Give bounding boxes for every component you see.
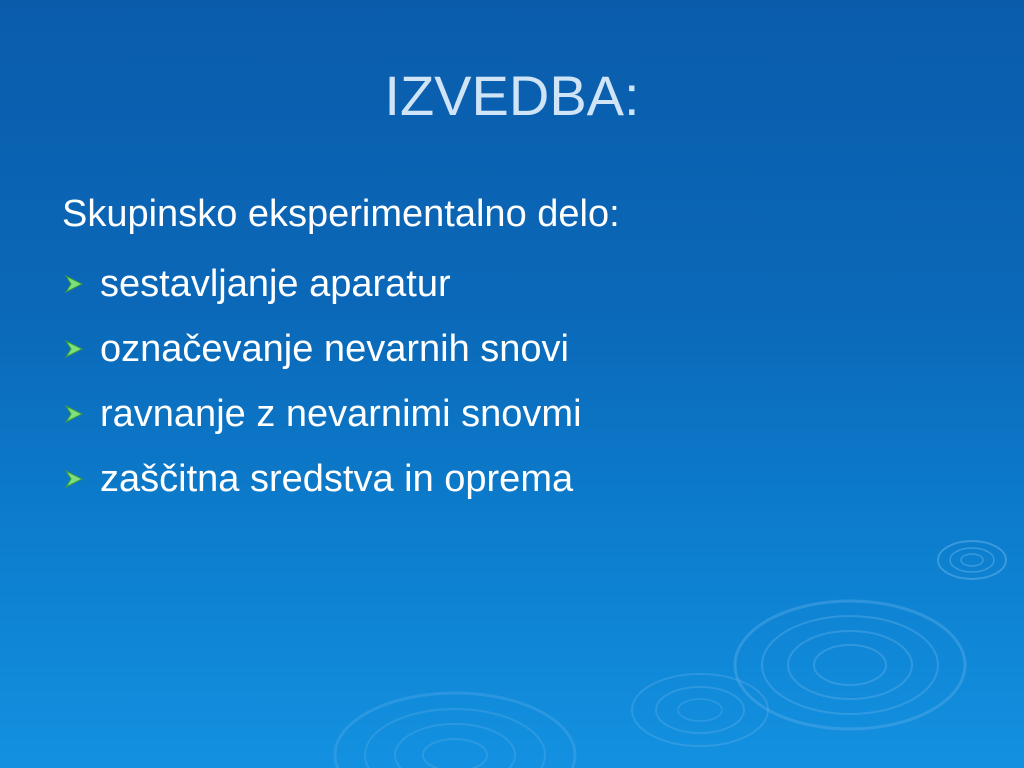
arrowhead-bullet-icon	[62, 272, 92, 296]
arrowhead-bullet-icon	[62, 467, 92, 491]
bullet-item-2	[62, 316, 962, 381]
arrowhead-bullet-icon	[62, 402, 92, 426]
bullet-text: ravnanje z nevarnimi snovmi	[100, 392, 582, 435]
slide-title: IZVEDBA:	[384, 64, 640, 127]
ripple-medium-bottom	[632, 674, 768, 746]
bullet-text: sestavljanje aparatur	[100, 262, 451, 305]
ripple-large-right	[735, 601, 965, 729]
bullet-text: zaščitna sredstva in oprema	[100, 457, 574, 500]
arrowhead-bullet-icon	[62, 337, 92, 361]
intro-text: Skupinsko eksperimentalno delo:	[62, 193, 620, 235]
ripple-small-top-right	[938, 541, 1006, 579]
bullet-item-3	[62, 381, 962, 446]
bullet-list	[62, 251, 962, 511]
slide-body	[62, 186, 962, 511]
bullet-item-4	[62, 446, 962, 511]
bullet-item-1	[62, 251, 962, 316]
bullet-text: označevanje nevarnih snovi	[100, 327, 569, 370]
ripple-left-bottom	[335, 693, 575, 768]
